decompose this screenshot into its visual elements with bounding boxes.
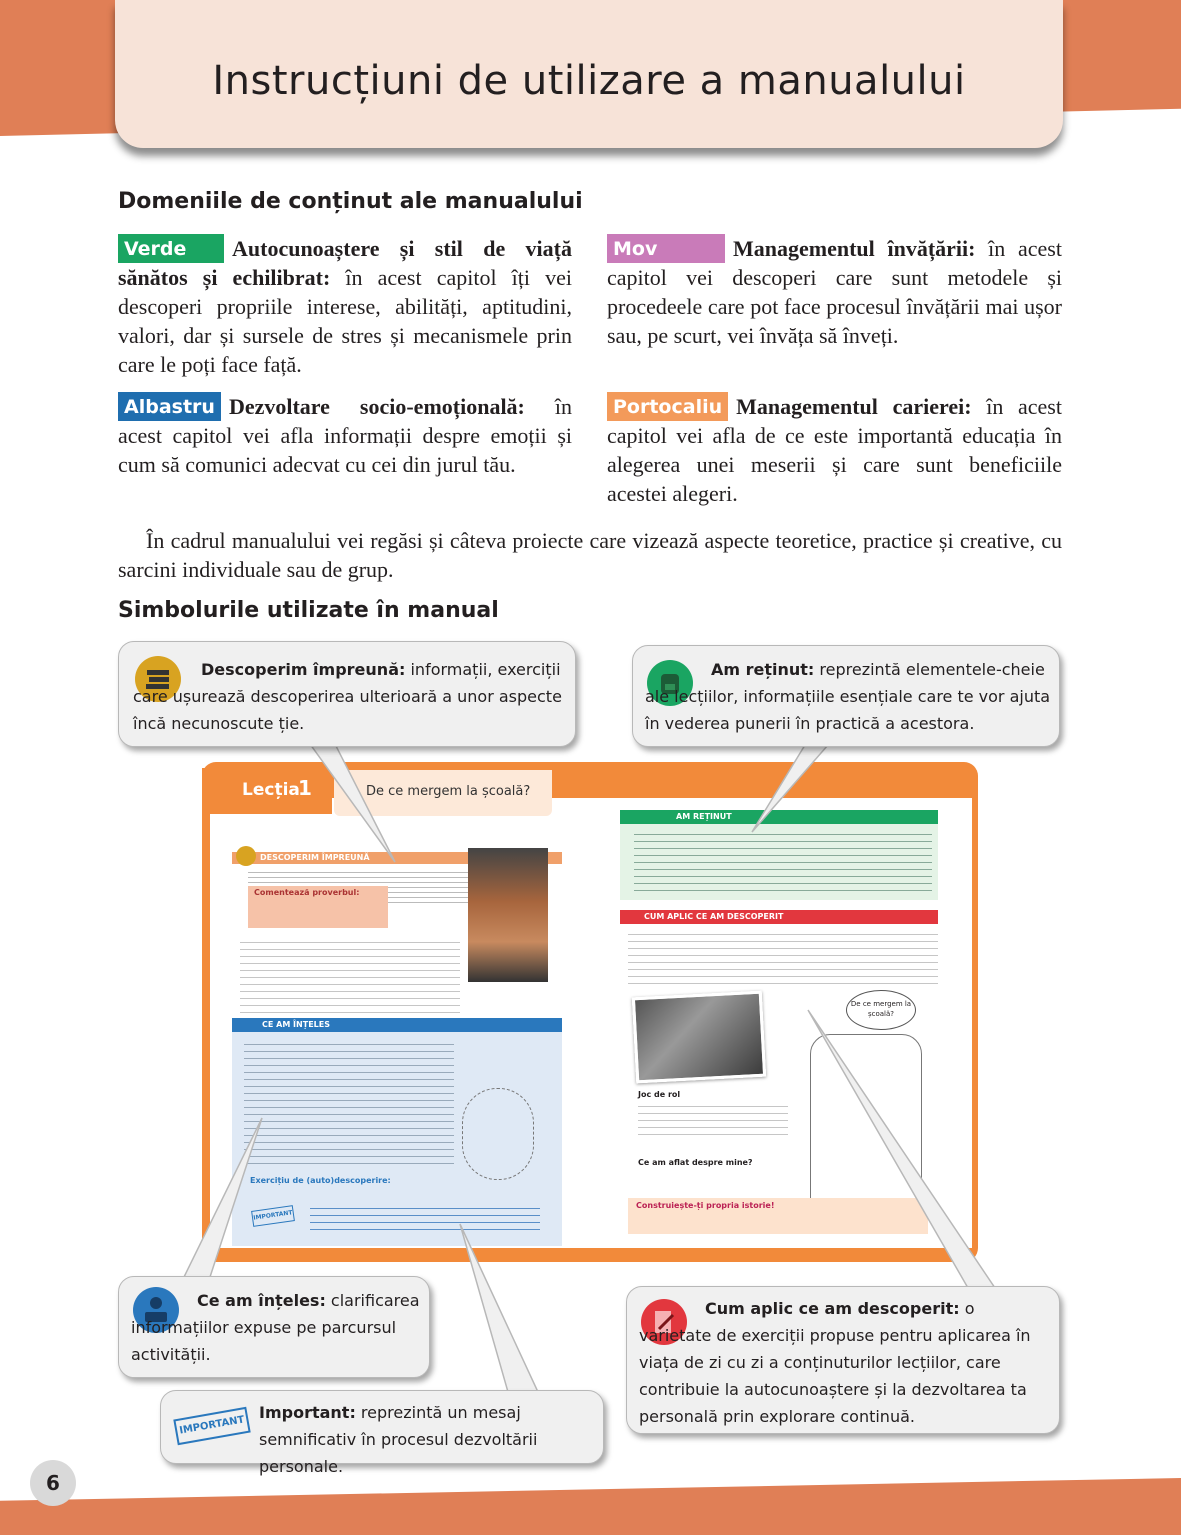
preview-aplic-label: CUM APLIC CE AM DESCOPERIT bbox=[644, 912, 784, 921]
page-title: Instrucțiuni de utilizare a manualului bbox=[212, 58, 966, 104]
preview-important-stamp: IMPORTANT bbox=[251, 1205, 295, 1227]
preview-roleplay: Joc de rol bbox=[638, 1090, 681, 1099]
bubble-descoperim bbox=[118, 641, 576, 747]
bubble-important-text bbox=[259, 1399, 595, 1480]
intro-paragraph: În cadrul manualului vei regăsi și câteva proiecte care vizează aspecte teoretice, practice și creative, cu sarcini individuale sau de grup. bbox=[118, 528, 1062, 582]
bubble-retinut-title: Am reținut: bbox=[711, 660, 815, 679]
domain-blue-text: în acest capitol vei afla informații despre emoții și cum să comunici adecvat cu cei din jurul tău. bbox=[118, 394, 572, 477]
bubble-inteles-title: Ce am înțeles: bbox=[197, 1291, 326, 1310]
bubble-inteles bbox=[118, 1276, 430, 1378]
bubble-aplic-text bbox=[639, 1295, 1051, 1430]
important-stamp-icon: IMPORTANT bbox=[173, 1407, 250, 1445]
domain-orange-text: în acest capitol vei afla de ce este importantă educația în alegerea unei meserii și care sunt beneficiile acestei alegeri. bbox=[607, 394, 1062, 506]
preview-lesson-title: De ce mergem la școală? bbox=[366, 784, 531, 799]
bubble-aplic-title: Cum aplic ce am descoperit: bbox=[705, 1299, 960, 1318]
bubble-important-title: Important: bbox=[259, 1403, 356, 1422]
bubble-aplic-desc: o varietate de exerciții propuse pentru aplicarea în viața de zi cu zi a conținuturilor lecțiilor, care contribuie la autocunoaștere și la dezvoltarea ta personală prin explorare continuă. bbox=[639, 1299, 1031, 1426]
bubble-aplic bbox=[626, 1286, 1060, 1434]
tail-important bbox=[460, 1224, 538, 1392]
tail-retinut bbox=[752, 745, 828, 832]
tail-inteles bbox=[184, 1118, 262, 1277]
preview-inteles-label: CE AM ÎNȚELES bbox=[262, 1020, 330, 1029]
bubble-important-desc: reprezintă un mesaj semnificativ în procesul dezvoltării personale. bbox=[259, 1403, 538, 1476]
domain-purple-text: în acest capitol vei descoperi care sunt metodele și procedeele care pot face procesul învățării mai ușor sau, pe scurt, vei învăța să înveți. bbox=[607, 236, 1062, 348]
domain-green-text: în acest capitol îți vei descoperi propriile interese, abilități, aptitudini, valori, dar și sursele de stres și mecanismele prin care le poți face față. bbox=[118, 265, 572, 377]
bubble-descoperim-title: Descoperim împreună: bbox=[201, 660, 406, 679]
preview-lesson-number: 1 bbox=[298, 776, 312, 800]
bubble-descoperim-text bbox=[133, 656, 563, 737]
preview-proverb-label: Comentează proverbul: bbox=[254, 888, 360, 897]
symbols-heading: Simbolurile utilizate în manual bbox=[118, 598, 499, 623]
domain-blue-title: Dezvoltare socio-emoțională: bbox=[228, 394, 525, 419]
bubble-inteles-desc: clarificarea informațiilor expuse pe parcursul activității. bbox=[131, 1291, 420, 1364]
tag-blue: Albastru bbox=[118, 392, 221, 421]
content-domains-heading: Domeniile de conținut ale manualului bbox=[118, 189, 583, 214]
preview-descoperim-label: DESCOPERIM ÎMPREUNĂ bbox=[260, 853, 370, 862]
preview-self-discovery: Exercițiu de (auto)descoperire: bbox=[250, 1176, 391, 1185]
domain-purple-title: Managementul învățării: bbox=[733, 236, 976, 261]
preview-story-label: Construiește-ți propria istorie! bbox=[636, 1201, 775, 1210]
bubble-retinut-text bbox=[645, 656, 1051, 737]
tail-aplic bbox=[808, 1010, 995, 1288]
bubble-descoperim-desc: informații, exerciții care ușurează descoperirea ulterioară a unor aspecte încă necunoscute ție. bbox=[133, 660, 562, 733]
tag-purple: Mov bbox=[607, 234, 725, 263]
bubble-retinut bbox=[632, 645, 1060, 747]
bubble-important bbox=[160, 1390, 604, 1476]
preview-retinut-label: AM REȚINUT bbox=[676, 812, 732, 821]
domain-orange-title: Managementul carierei: bbox=[736, 394, 972, 419]
tag-green: Verde bbox=[118, 234, 224, 263]
tag-orange: Portocaliu bbox=[607, 392, 728, 421]
page-number: 6 bbox=[30, 1460, 76, 1506]
bubble-retinut-desc: reprezintă elementele-cheie ale lecțiilor, informațiile esențiale care te vor ajuta în vederea punerii în practică a acestora. bbox=[645, 660, 1051, 733]
preview-thought-bubble: De ce mergem la școală? bbox=[846, 990, 916, 1030]
domain-green-title: Autocunoaștere și stil de viață sănătos și echilibrat: bbox=[118, 236, 572, 290]
tail-descoperim bbox=[310, 744, 395, 862]
preview-question: Ce am aflat despre mine? bbox=[638, 1158, 753, 1167]
bubble-inteles-text bbox=[131, 1287, 421, 1368]
preview-lesson-label: Lecția bbox=[242, 780, 300, 800]
